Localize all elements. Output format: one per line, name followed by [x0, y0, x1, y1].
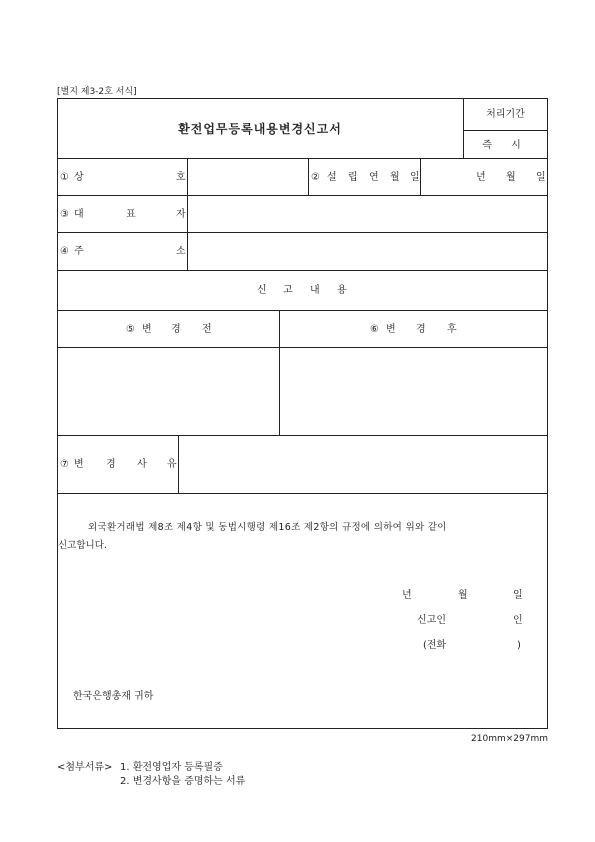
declaration-line1: 외국환거래법 제8조 제4항 및 동법시행령 제16조 제2항의 규정에 의하여 위와 같이 [88, 522, 447, 533]
row-line [57, 232, 548, 233]
month-unit: 월 [506, 172, 516, 183]
trade-name-char: 호 [176, 172, 186, 183]
established-num: ② [311, 172, 320, 183]
row-line [57, 195, 548, 196]
phone-close: ) [517, 640, 521, 651]
representative-char: 대 [74, 209, 84, 220]
row-line [57, 347, 548, 348]
reporter-label: 신고인 [417, 615, 446, 626]
trade-name-char: 상 [74, 172, 84, 183]
processing-label: 처리기간 [486, 109, 525, 120]
sign-year-unit: 년 [402, 590, 412, 601]
address-char: 소 [176, 246, 186, 257]
form-number: [별지 제3-2호 서식] [57, 87, 137, 97]
report-form [57, 98, 548, 729]
reason-char: 사 [137, 459, 147, 470]
processing-value: 즉 시 [482, 140, 529, 151]
sign-day-unit: 일 [513, 590, 523, 601]
address-num: ④ [60, 246, 69, 257]
attachment-item: 1. 환전영업자 등록필증 [120, 762, 223, 773]
before-change-char: 전 [202, 324, 212, 335]
report-section-char: 내 [310, 285, 320, 296]
form-title: 환전업무등록내용변경신고서 [178, 122, 342, 136]
representative-char: 표 [126, 209, 136, 220]
change-divider [279, 310, 280, 435]
addressee: 한국은행총재 귀하 [73, 691, 154, 702]
row-line [57, 158, 548, 159]
reason-num: ⑦ [60, 459, 69, 470]
after-change-char: 경 [416, 324, 426, 335]
established-char: 설 [327, 172, 337, 183]
day-unit: 일 [536, 172, 546, 183]
reason-char: 경 [106, 459, 116, 470]
field-divider [308, 158, 309, 195]
after-change-num: ⑥ [370, 324, 379, 335]
attachment-item: 2. 변경사항을 증명하는 서류 [120, 776, 246, 787]
trade-name-num: ① [60, 172, 69, 183]
attachments-label: <첨부서류> [57, 762, 113, 773]
processing-divider [463, 130, 548, 131]
row-line [57, 310, 548, 311]
report-section-char: 신 [257, 285, 267, 296]
field-divider [420, 158, 421, 195]
label-divider [187, 158, 188, 270]
row-line [57, 493, 548, 494]
sign-month-unit: 월 [458, 590, 468, 601]
before-change-char: 변 [142, 324, 152, 335]
before-change-char: 경 [171, 324, 181, 335]
representative-num: ③ [60, 209, 69, 220]
row-line [57, 270, 548, 271]
address-char: 주 [74, 246, 84, 257]
established-char: 월 [390, 172, 400, 183]
declaration-line2: 신고합니다. [58, 540, 107, 551]
phone-label: (전화 [423, 640, 447, 651]
report-section-char: 용 [337, 285, 347, 296]
after-change-char: 후 [447, 324, 457, 335]
reason-char: 유 [167, 459, 177, 470]
after-change-char: 변 [386, 324, 396, 335]
representative-char: 자 [176, 209, 186, 220]
report-section-char: 고 [283, 285, 293, 296]
reason-char: 변 [74, 459, 84, 470]
paper-size: 210mm×297mm [471, 734, 548, 744]
established-char: 일 [410, 172, 420, 183]
year-unit: 년 [476, 172, 486, 183]
reason-divider [178, 435, 179, 493]
established-char: 연 [369, 172, 379, 183]
before-change-num: ⑤ [126, 324, 135, 335]
row-line [57, 435, 548, 436]
seal-mark: 인 [513, 615, 523, 626]
established-char: 립 [348, 172, 358, 183]
